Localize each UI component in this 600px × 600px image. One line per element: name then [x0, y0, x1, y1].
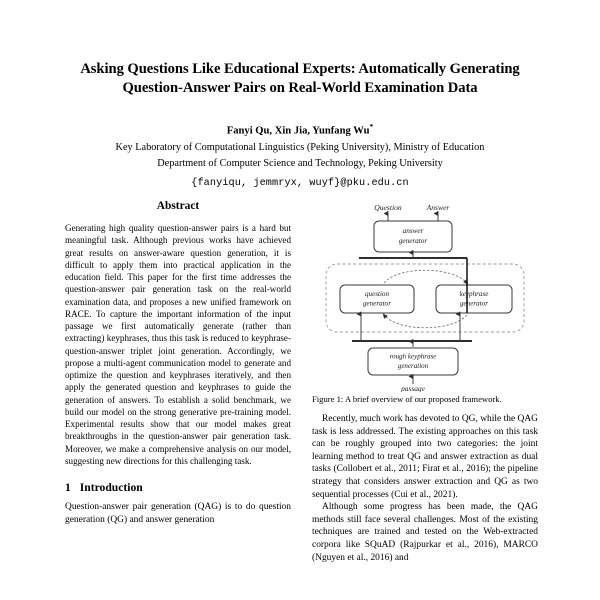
author-list: [62, 120, 538, 139]
affiliation-line-2: Department of Computer Science and Technology, Peking University: [157, 158, 443, 170]
author-emails: {fanyiqu, jemmryx, wuyf}@pku.edu.cn: [191, 177, 409, 189]
diagram-box-rough-keyphrase-label-2: generation: [397, 362, 429, 370]
section-number: 1: [65, 481, 71, 494]
diagram-arrow-iterate-right: [384, 270, 467, 283]
right-column-paragraph-1: Recently, much work has devoted to QG, while the QAG task is less addressed. The existing approaches on this task can be roughly grouped into two categories: the joint learning method to treat QG and answer extraction as dual tasks (Collobert et al., 2011; Firat et al., 2016); the pipeline strategy that considers answer extraction and QG as two sequential processes (Cui et al., 2021).: [312, 414, 538, 500]
diagram-label-answer: Answer: [426, 203, 450, 212]
diagram-label-passage: passage: [401, 384, 425, 392]
author-names: Fanyi Qu, Xin Jia, Yunfang Wu: [226, 125, 370, 137]
diagram-box-question-generator-label-1: question: [364, 290, 390, 298]
diagram-box-answer-generator-label-1: answer: [402, 227, 424, 235]
right-column-paragraph-2: Although some progress has been made, the QAG methods still face several challenges. Most of the existing techniques are trained and tested on the Web-extracted corpora like SQuAD (Rajpurkar et al., 2016), MARCO (Nguyen et al., 2016) and: [312, 502, 538, 563]
diagram-arrow-iterate-left: [384, 315, 467, 328]
diagram-box-keyphrase-generator-label-1: keyphrase: [459, 290, 489, 298]
diagram-box-question-generator-label-2: generator: [363, 299, 391, 308]
page-title: Asking Questions Like Educational Experts: Automatically Generating Question-Answer Pairs on Real-World Examination Data: [80, 61, 520, 96]
figure-1: [312, 200, 538, 405]
figure-caption: Figure 1: A brief overview of our proposed framework.: [312, 394, 502, 404]
section-title: Introduction: [79, 481, 143, 494]
affiliation-line-1: Key Laboratory of Computational Linguistics (Peking University), Ministry of Education: [115, 141, 485, 153]
section-heading-introduction: [65, 481, 291, 494]
diagram-box-rough-keyphrase-label-1: rough keyphrase: [389, 352, 437, 361]
two-column-body: [0, 200, 600, 600]
introduction-paragraph-1: Question-answer pair generation (QAG) is to do question generation (QG) and answer generation: [65, 502, 291, 525]
left-column: [65, 200, 291, 526]
diagram-box-answer-generator-label-2: generator: [398, 237, 428, 245]
abstract-text: Generating high quality question-answer pairs is a hard but meaningful task. Although previous works have achieved great results on answer-aware question generation, it is difficult to apply them into practical application in the education field. This paper for the first time addresses the question-answer pair generation task on the real-world examination data, and proposes a new unified framework on RACE. To capture the important information of the input passage we first automatically generate (rather than extracting) keyphrases, thus this task is reduced to keyphrase-question-answer triplet joint generation. Accordingly, we propose a multi-agent communication model to generate and optimize the question and keyphrases iteratively, and then apply the generated question and keyphrases to guide the generation of answers. To establish a solid benchmark, we build our model on the strong generative pre-training model. Experimental results show that our model makes great breakthroughs in the question-answer pair generation task. Moreover, we make a comprehensive analysis on our model, suggesting new directions for this challenging task.: [65, 223, 291, 466]
diagram-box-keyphrase-generator-label-2: generator: [460, 299, 488, 308]
diagram-label-question: Question: [374, 203, 402, 212]
right-column: [312, 200, 538, 564]
abstract-heading: Abstract: [156, 200, 200, 212]
paper-header: [0, 0, 600, 189]
framework-diagram: [312, 200, 538, 392]
author-footnote-marker: *: [369, 122, 374, 131]
